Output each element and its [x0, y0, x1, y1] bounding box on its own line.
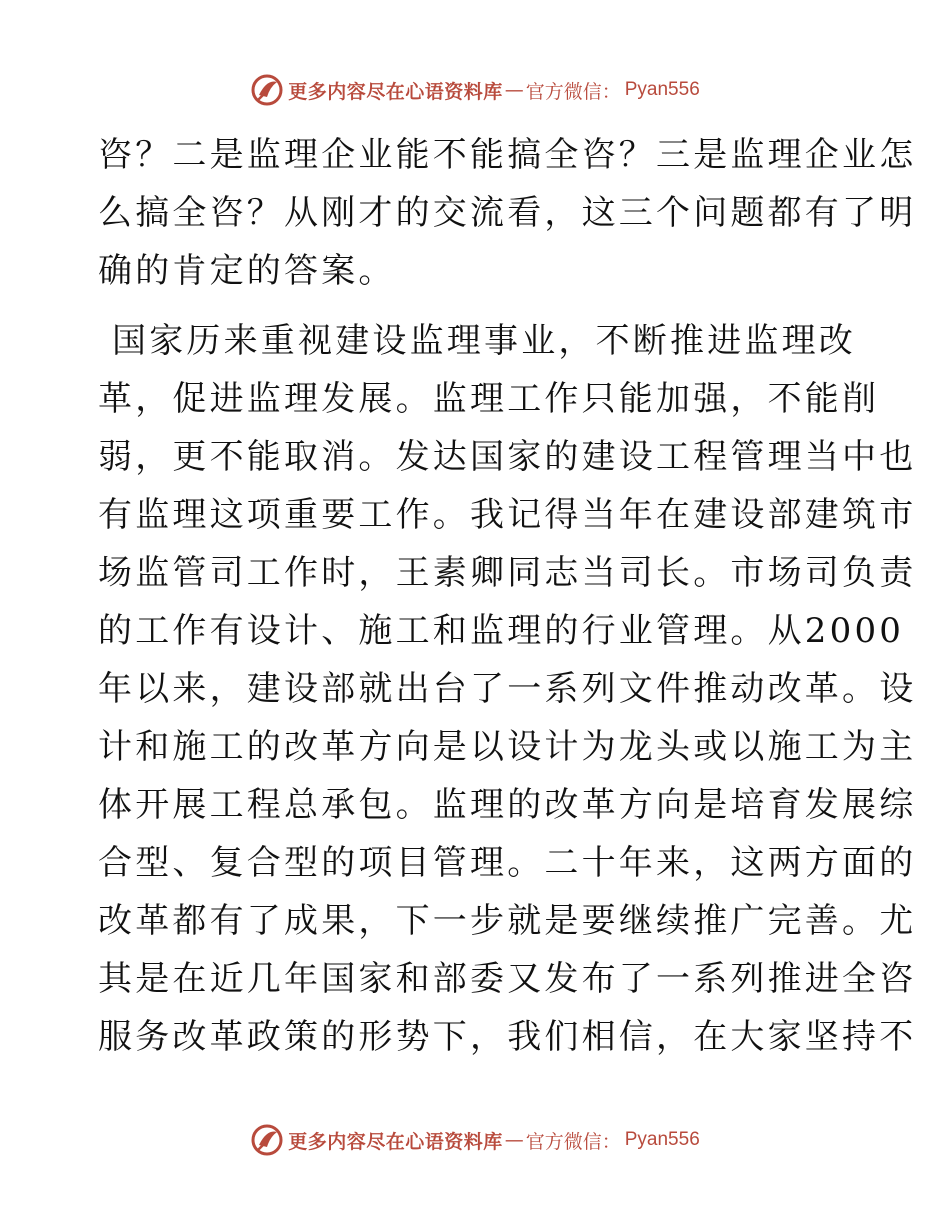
text-line: 有监理这项重要工作。我记得当年在建设部建筑市 [98, 495, 917, 535]
brand-logo-icon [250, 73, 284, 107]
text-line: 合型、复合型的项目管理。二十年来，这两方面的 [98, 843, 917, 883]
paragraph-2 [98, 312, 917, 1066]
banner-text: 更多内容尽在心语资料库 [288, 80, 503, 103]
text-line: 的工作有设计、施工和监理的行业管理。从2000 [98, 611, 905, 651]
banner-wechat-id: Pyan556 [624, 79, 700, 100]
text-line: 场监管司工作时，王素卿同志当司长。市场司负责 [98, 553, 917, 593]
banner-wechat-label: 官方微信： [525, 1130, 621, 1153]
text-line: 体开展工程总承包。监理的改革方向是培育发展综 [98, 785, 917, 825]
banner-separator: — [504, 79, 524, 101]
text-line: 计和施工的改革方向是以设计为龙头或以施工为主 [98, 727, 917, 767]
banner-wechat-id: Pyan556 [624, 1129, 700, 1150]
text-line: 确的肯定的答案。 [98, 251, 396, 291]
text-line: 服务改革政策的形势下，我们相信，在大家坚持不 [98, 1017, 917, 1057]
text-line: 咨？二是监理企业能不能搞全咨？三是监理企业怎 [98, 135, 917, 175]
banner-wechat-label: 官方微信： [525, 80, 621, 103]
footer-banner [0, 1120, 950, 1160]
paragraph-1 [98, 126, 917, 300]
text-line: 国家历来重视建设监理事业，不断推进监理改 [98, 321, 857, 361]
text-line: 其是在近几年国家和部委又发布了一系列推进全咨 [98, 959, 917, 999]
document-body [98, 126, 917, 1066]
banner-text: 更多内容尽在心语资料库 [288, 1130, 503, 1153]
text-line: 弱，更不能取消。发达国家的建设工程管理当中也 [98, 437, 917, 477]
text-line: 么搞全咨？从刚才的交流看，这三个问题都有了明 [98, 193, 917, 233]
header-banner [0, 70, 950, 110]
brand-logo-icon [250, 1123, 284, 1157]
text-line: 革，促进监理发展。监理工作只能加强，不能削 [98, 379, 880, 419]
text-line: 年以来，建设部就出台了一系列文件推动改革。设 [98, 669, 917, 709]
banner-separator: — [504, 1129, 524, 1151]
text-line: 改革都有了成果，下一步就是要继续推广完善。尤 [98, 901, 917, 941]
